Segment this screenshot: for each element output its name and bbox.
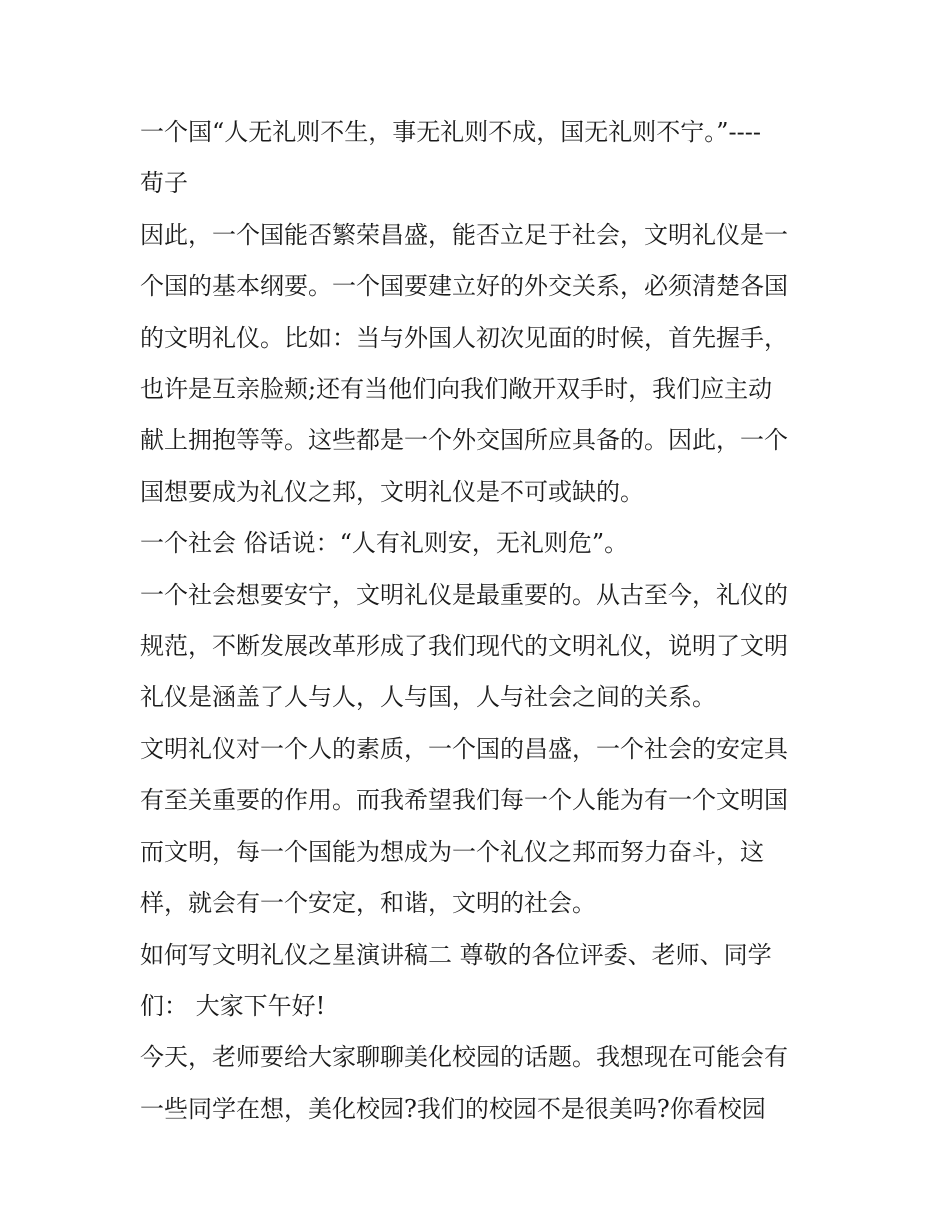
- paragraph-society-peace: 一个社会想要安宁，文明礼仪是最重要的。从古至今，礼仪的 规范，不断发展改革形成了我们现代的文明礼仪，说明了文明 礼仪是涵盖了人与人，人与国，人与社会之间的关系。: [140, 580, 788, 712]
- paragraph-nation-etiquette: 因此，一个国能否繁荣昌盛，能否立足于社会，文明礼仪是一 个国的基本纲要。一个国要建立好的外交关系，必须清楚各国 的文明礼仪。比如：当与外国人初次见面的时候，首先握手， 也许是互亲脸颊;还有当他们向我们敞开双手时，我们应主动 献上拥抱等等。这些都是一个外交国所应具备的。因此，一个 国想要成为礼仪之邦，文明礼仪是不可或缺的。: [140, 220, 788, 506]
- paragraph-importance: 文明礼仪对一个人的素质，一个国的昌盛，一个社会的安定具 有至关重要的作用。而我希望我们每一个人能为有一个文明国 而文明，每一个国能为想成为一个礼仪之邦而努力奋斗，这 样，就会有一个安定，和谐，文明的社会。: [140, 734, 788, 918]
- paragraph-society-proverb: 一个社会 俗话说：“人有礼则安，无礼则危”。: [140, 529, 629, 558]
- paragraph-campus-beautify: 今天，老师要给大家聊聊美化校园的话题。我想现在可能会有 一些同学在想，美化校园?我们的校园不是很美吗?你看校园: [140, 1043, 788, 1123]
- paragraph-speech-two-greeting: 如何写文明礼仪之星演讲稿二 尊敬的各位评委、老师、同学 们： 大家下午好!: [140, 940, 772, 1020]
- paragraph-xunzi-quote: 一个国“人无礼则不生，事无礼则不成，国无礼则不宁。”---- 荀子: [140, 118, 761, 198]
- document-body: [140, 107, 815, 1135]
